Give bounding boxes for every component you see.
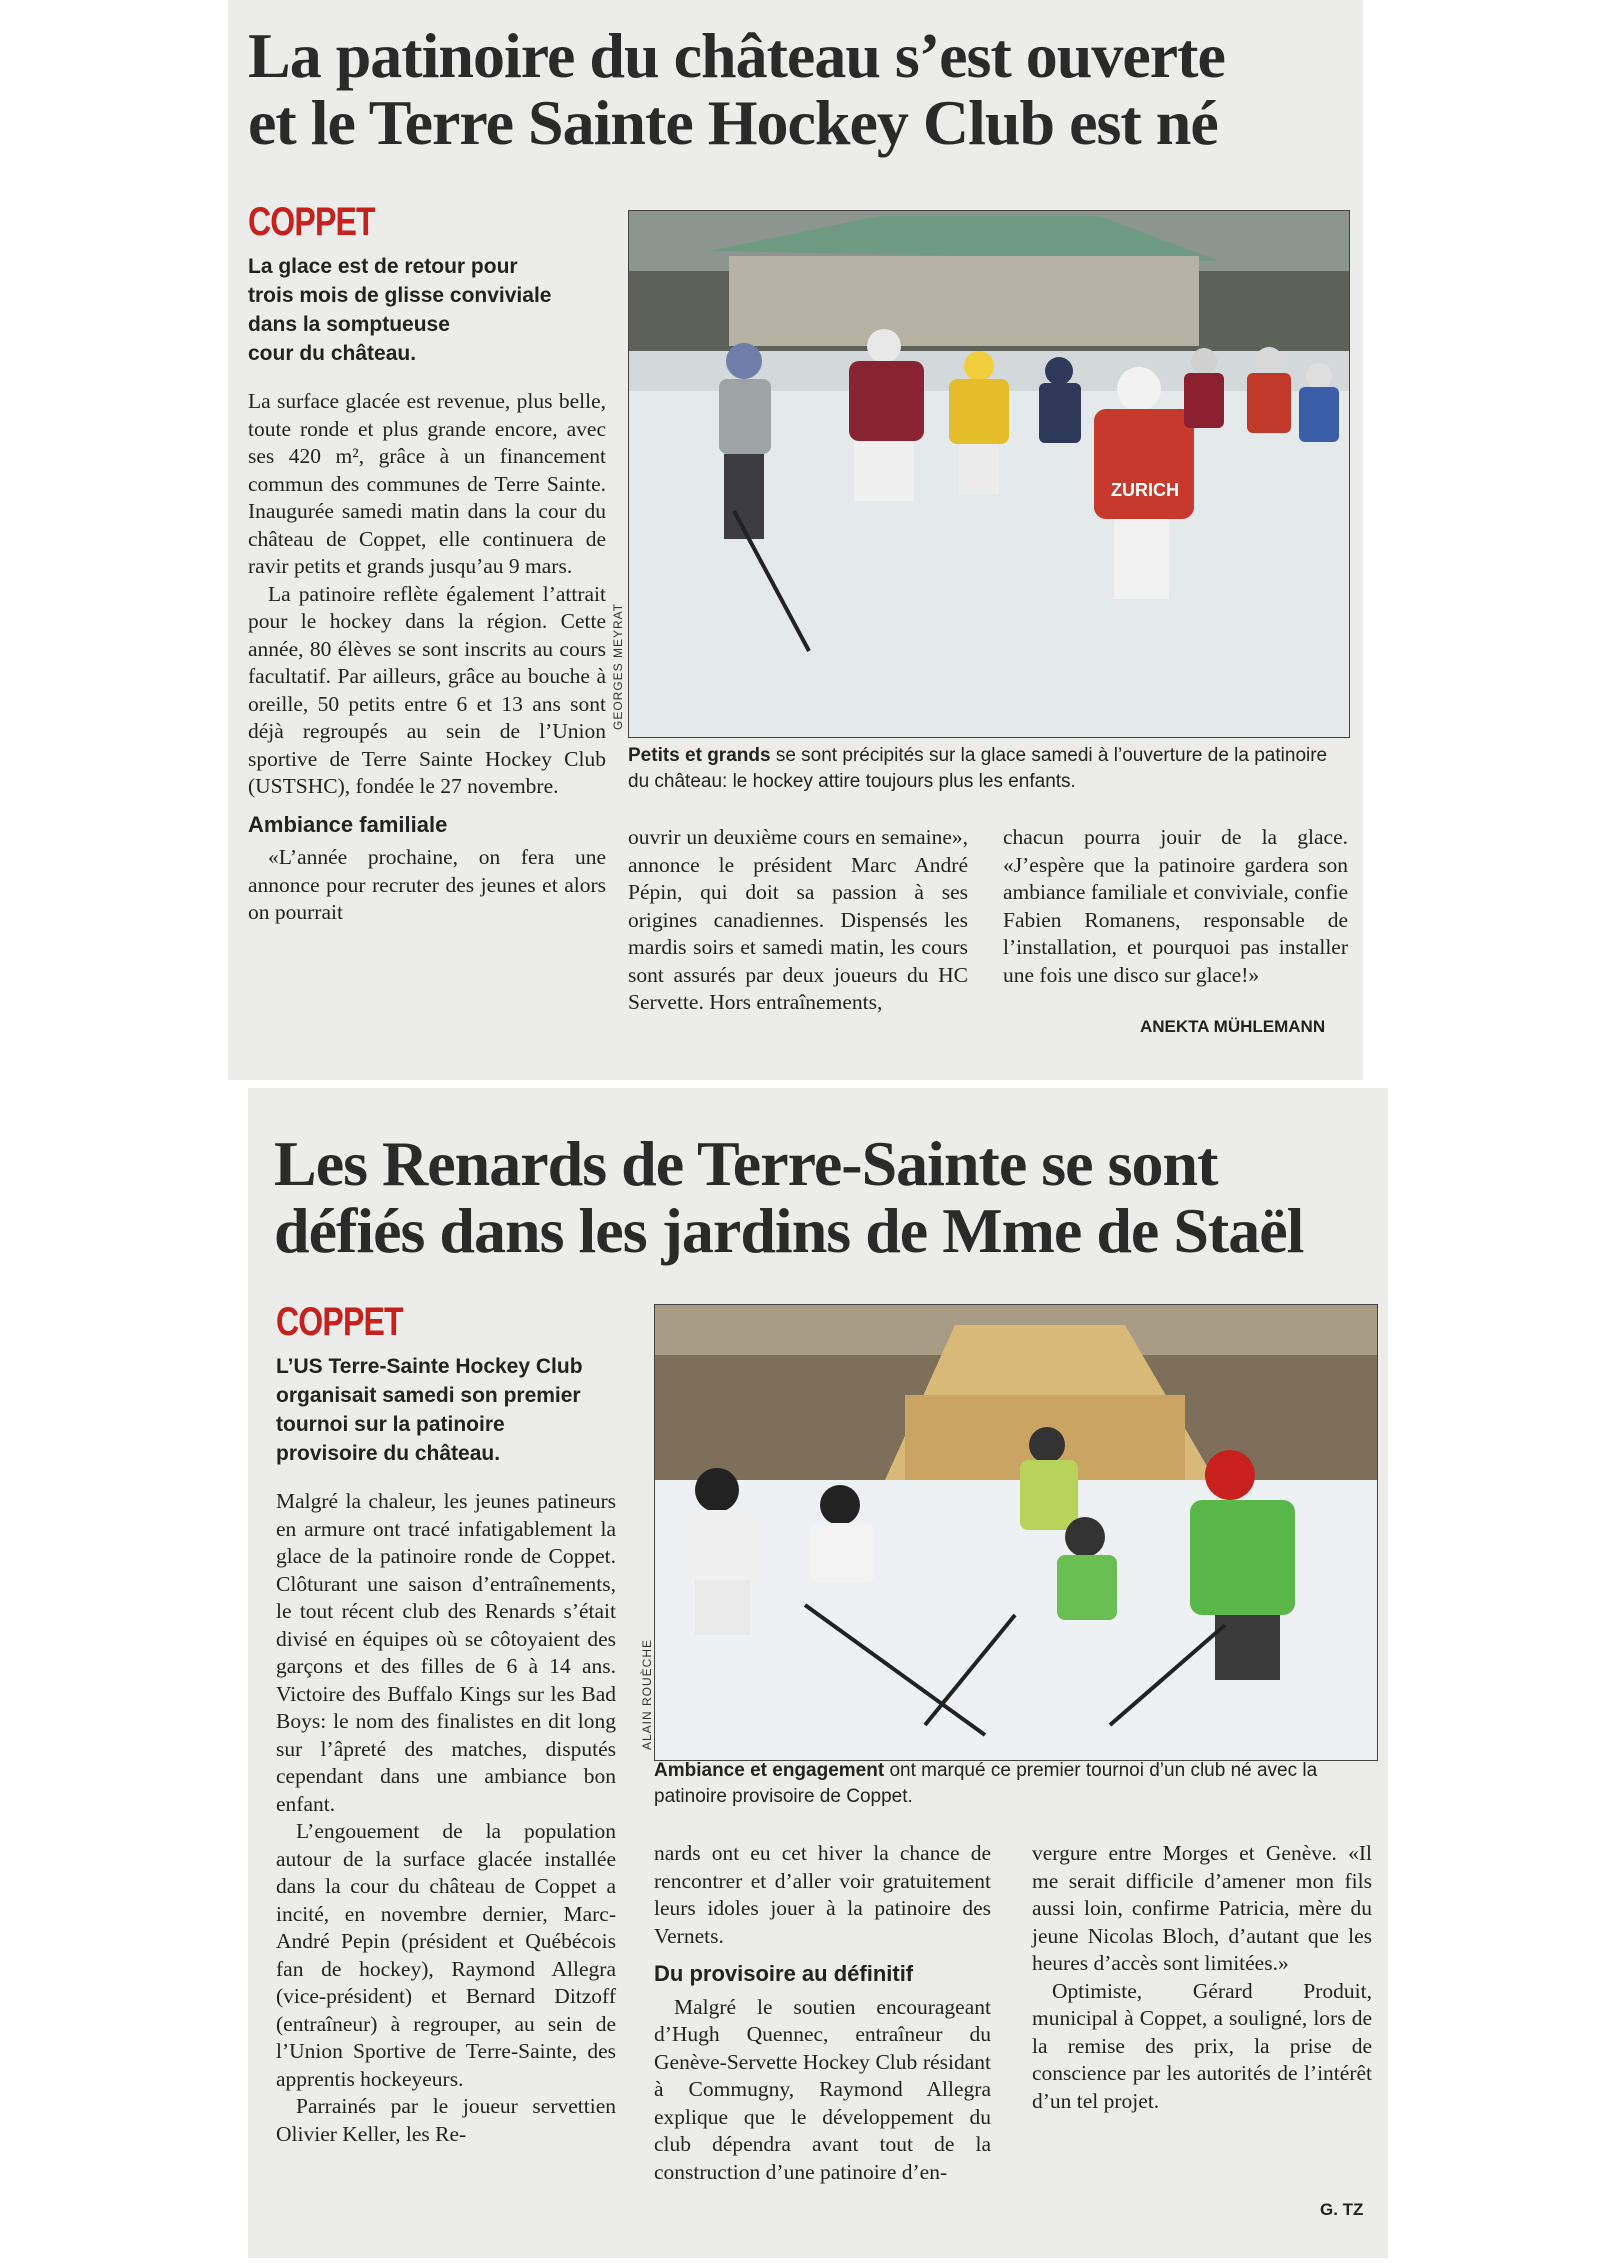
article-1-column-3	[1003, 824, 1348, 989]
lead-line: trois mois de glisse conviviale	[248, 284, 552, 307]
caption-text: ont marqué ce premier tournoi d’un club né avec la patinoire provisoire de Coppet.	[654, 1760, 1318, 1807]
photo-credit: GEORGES MEYRAT	[611, 602, 625, 730]
photo-kids-hockey-opening	[628, 210, 1350, 738]
subheading: Du provisoire au définitif	[654, 1961, 914, 1986]
article-1-column-1	[248, 388, 606, 927]
article-1-column-2	[628, 824, 968, 1017]
caption-bold-lead: Ambiance et engagement	[654, 1760, 885, 1781]
paragraph: vergure entre Morges et Genève. «Il me serait difficile d’amener mon fils aussi loin, confirme Patricia, mère du jeune Nicolas Bloch, d’autant que les heures d’accès sont limitées.»	[1032, 1841, 1372, 1975]
photo-caption	[628, 743, 1348, 795]
photo-kids-tournament	[654, 1304, 1378, 1761]
subheading: Ambiance familiale	[248, 811, 448, 837]
photo-caption	[654, 1758, 1376, 1810]
article-1-headline	[248, 20, 1225, 159]
lead-paragraph	[248, 252, 551, 368]
lead-line: L’US Terre-Sainte Hockey Club	[276, 1355, 583, 1378]
paragraph: Parrainés par le joueur servettien Olivier Keller, les Re-	[276, 2094, 616, 2146]
paragraph: Malgré le soutien encourageant d’Hugh Quennec, entraîneur du Genève-Servette Hockey Club résidant à Commugny, Raymond Allegra explique que le développement du club dépendra avant tout de la construction d’une patinoire d’en-	[654, 1994, 991, 2184]
article-2-column-1	[276, 1488, 616, 2148]
paragraph: nards ont eu cet hiver la chance de rencontrer et d’aller voir gratuitement leurs idoles jouer à la patinoire des Vernets.	[654, 1841, 991, 1948]
lead-line: organisait samedi son premier	[276, 1384, 581, 1407]
kicker-location: COPPET	[276, 1300, 403, 1344]
photo-credit: ALAIN ROUÈCHE	[640, 1638, 654, 1750]
byline: G. TZ	[1320, 2200, 1364, 2219]
headline-line-2: et le Terre Sainte Hockey Club est né	[248, 87, 1218, 159]
paragraph: Malgré la chaleur, les jeunes patineurs en armure ont tracé infatigablement la glace de la patinoire ronde de Coppet. Clôturant une saison d’entraînements, le tout récent club des Renards s’était divisé en équipes où se côtoyaient des garçons et des filles de 6 à 14 ans. Victoire des Buffalo Kings sur les Bad Boys: le nom des finalistes en dit long sur l’âpreté des matches, disputés cependant dans une ambiance bon enfant.	[276, 1489, 616, 1816]
article-2-clipping	[248, 1088, 1388, 2258]
headline-line-2: défiés dans les jardins de Mme de Staël	[274, 1195, 1304, 1267]
photo-illustration	[629, 211, 1349, 737]
lead-line: tournoi sur la patinoire	[276, 1413, 505, 1436]
lead-paragraph	[276, 1352, 583, 1468]
headline-line-1: Les Renards de Terre-Sainte se sont	[274, 1128, 1218, 1199]
lead-line: dans la somptueuse	[248, 313, 450, 336]
article-1-clipping	[228, 0, 1363, 1080]
lead-line: provisoire du château.	[276, 1442, 501, 1465]
article-2-column-3	[1032, 1840, 1372, 2115]
paragraph: La patinoire reflète également l’attrait pour le hockey dans la région. Cette année, 80 élèves se sont inscrits au cours facultatif. Par ailleurs, grâce au bouche à oreille, 50 petits entre 6 et 13 ans sont déjà regroupés au sein de l’Union sportive de Terre Sainte Hockey Club (USTSHC), fondée le 27 novembre.	[248, 581, 606, 798]
caption-bold-lead: Petits et grands	[628, 745, 771, 766]
paragraph: La surface glacée est revenue, plus belle, toute ronde et plus grande encore, avec ses 420 m², grâce à un financement commun des communes de Terre Sainte. Inaugurée samedi matin dans la cour du château de Coppet, elle continuera de ravir petits et grands jusqu’au 9 mars.	[248, 389, 606, 578]
lead-line: La glace est de retour pour	[248, 255, 518, 278]
paragraph: L’engouement de la population autour de la surface glacée installée dans la cour du château de Coppet a incité, en novembre dernier, Marc-André Pepin (président et Québécois fan de hockey), Raymond Allegra (vice-président) et Bernard Ditzoff (entraîneur) à regrouper, au sein de l’Union Sportive de Terre-Sainte, des apprentis hockeyeurs.	[276, 1819, 616, 2091]
paragraph: ouvrir un deuxième cours en semaine», annonce le président Marc André Pépin, qui doit sa passion à ses origines canadiennes. Dispensés les mardis soirs et samedi matin, les cours sont assurés par deux joueurs du HC Servette. Hors entraînements,	[628, 825, 968, 1014]
kicker-location: COPPET	[248, 200, 375, 244]
svg-text:ZURICH: ZURICH	[1111, 480, 1179, 500]
headline-line-1: La patinoire du château s’est ouverte	[248, 20, 1225, 91]
byline: ANEKTA MÜHLEMANN	[1140, 1017, 1326, 1036]
article-2-headline	[274, 1128, 1304, 1267]
caption-text: se sont précipités sur la glace samedi à l’ouverture de la patinoire du château: le hockey attire toujours plus les enfants.	[628, 745, 1328, 792]
lead-line: cour du château.	[248, 342, 417, 365]
photo-illustration	[655, 1305, 1377, 1760]
paragraph: «L’année prochaine, on fera une annonce pour recruter des jeunes et alors on pourrait	[248, 845, 606, 924]
paragraph: Optimiste, Gérard Produit, municipal à Coppet, a souligné, lors de la remise des prix, la prise de conscience par les autorités de l’intérêt d’un tel projet.	[1032, 1978, 1372, 2113]
article-2-column-2	[654, 1840, 991, 2186]
paragraph: chacun pourra jouir de la glace. «J’espère que la patinoire gardera son ambiance familiale et conviviale, confie Fabien Romanens, responsable de l’installation, et pourquoi pas installer une fois une disco sur glace!»	[1003, 825, 1348, 987]
